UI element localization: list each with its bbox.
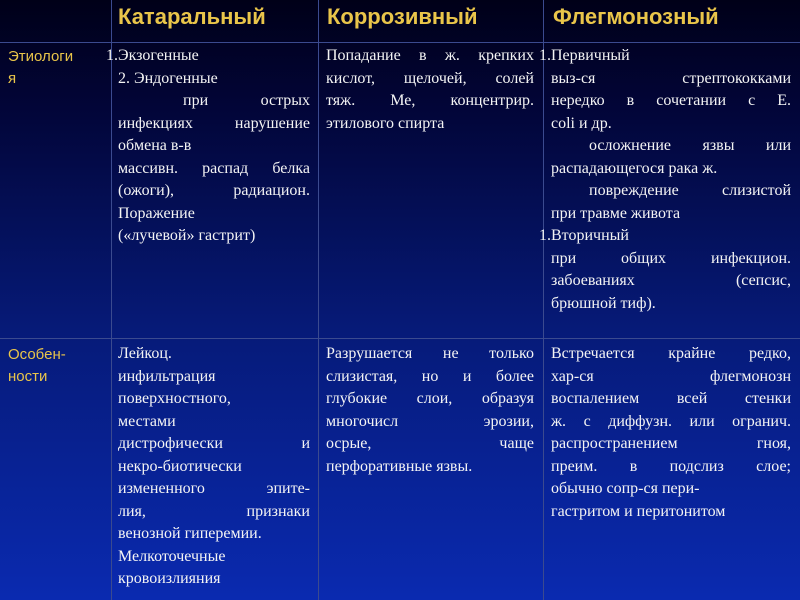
text-line: распространением гноя, [551,435,791,452]
text-line: многочисл эрозии, [326,412,534,430]
text-line: («лучевой» гастрит) [118,227,256,244]
text-line: coli и др. [551,114,612,132]
text-line: кислот, щелочей, солей [326,69,534,87]
text-line: обмена в-в [118,137,192,154]
text-line: кровоизлияния [118,570,221,587]
text-line: Попадание в ж. крепких [326,47,534,64]
text-line: перфоративные язвы. [326,457,473,475]
table-column-divider [318,0,319,600]
text-line: Поражение [118,204,195,222]
cell-features-corrosive [326,343,534,478]
text-line: измененного эпите- [118,480,310,497]
text-line: 2. Эндогенные [118,69,218,87]
row-label-line: ности [8,368,48,385]
text-line: ж. с диффузн. или огранич. [551,412,791,430]
text-line: распадающегося рака ж. [551,159,718,177]
text-line: некро-биотически [118,457,242,475]
text-line: гастритом и перитонитом [551,502,726,520]
text-line: при острых [183,92,310,109]
cell-features-phlegmonous [551,343,791,523]
text-line: осрые, чаще [326,435,534,452]
row-label-line: Особен- [8,346,66,363]
text-line: Разрушается не только [326,345,534,362]
text-line: глубокие слои, образуя [326,390,534,407]
text-line: инфекциях нарушение [118,114,310,132]
text-line: дистрофически и [118,435,310,452]
text-line: местами [118,412,176,430]
text-line: брюшной тиф). [551,294,656,312]
text-line: массивн. распад белка [118,159,310,177]
list-number: 1. [106,47,118,64]
header-phlegmonous: Флегмонозный [553,4,719,29]
row-label-features [8,344,66,388]
table-column-divider [111,0,112,600]
table-row-divider [0,42,800,43]
text-line: этилового спирта [326,114,445,132]
text-line: хар-ся флегмонозн [551,367,791,385]
text-line: поверхностного, [118,390,231,407]
table-row-divider [0,338,800,339]
text-line: преим. в подслиз слое; [551,457,791,475]
text-line: Вторичный [551,227,629,244]
text-line: обычно сопр-ся пери- [551,480,700,497]
text-line: повреждение слизистой [589,182,791,199]
text-line: осложнение язвы или [589,137,791,154]
text-line: Лейкоц. [118,345,172,362]
text-line: Первичный [551,47,630,64]
header-catarrhal: Катаральный [118,4,266,29]
text-line: инфильтрация [118,367,216,385]
row-label-etiology [8,46,73,90]
text-line: при травме живота [551,204,681,222]
cell-etiology-catarrhal [106,45,310,248]
text-line: нередко в сочетании с Е. [551,92,791,109]
table-column-divider [543,0,544,600]
text-line: лия, признаки [118,502,310,520]
text-line: венозной гиперемии. [118,525,262,542]
row-label-line: Этиологи [8,48,74,65]
text-line: Экзогенные [118,47,199,64]
cell-features-catarrhal [118,343,310,600]
text-line: воспалением всей стенки [551,390,791,407]
list-number: 1. [539,227,551,244]
text-line: при общих инфекцион. [551,249,791,267]
text-line: слизистая, но и более [326,367,534,385]
text-line: Встречается крайне редко, [551,345,791,362]
list-number: 1. [539,47,551,64]
cell-etiology-phlegmonous [539,45,791,315]
text-line: тяж. Ме, концентрир. [326,92,534,109]
text-line: (ожоги), радиацион. [118,182,310,199]
text-line: выз-ся стрептококками [551,69,791,87]
text-line: забоеваниях (сепсис, [551,272,791,289]
row-label-line: я [8,70,17,87]
text-line: Мелкоточечные [118,547,226,565]
cell-etiology-corrosive [326,45,534,135]
header-corrosive: Коррозивный [327,4,478,29]
